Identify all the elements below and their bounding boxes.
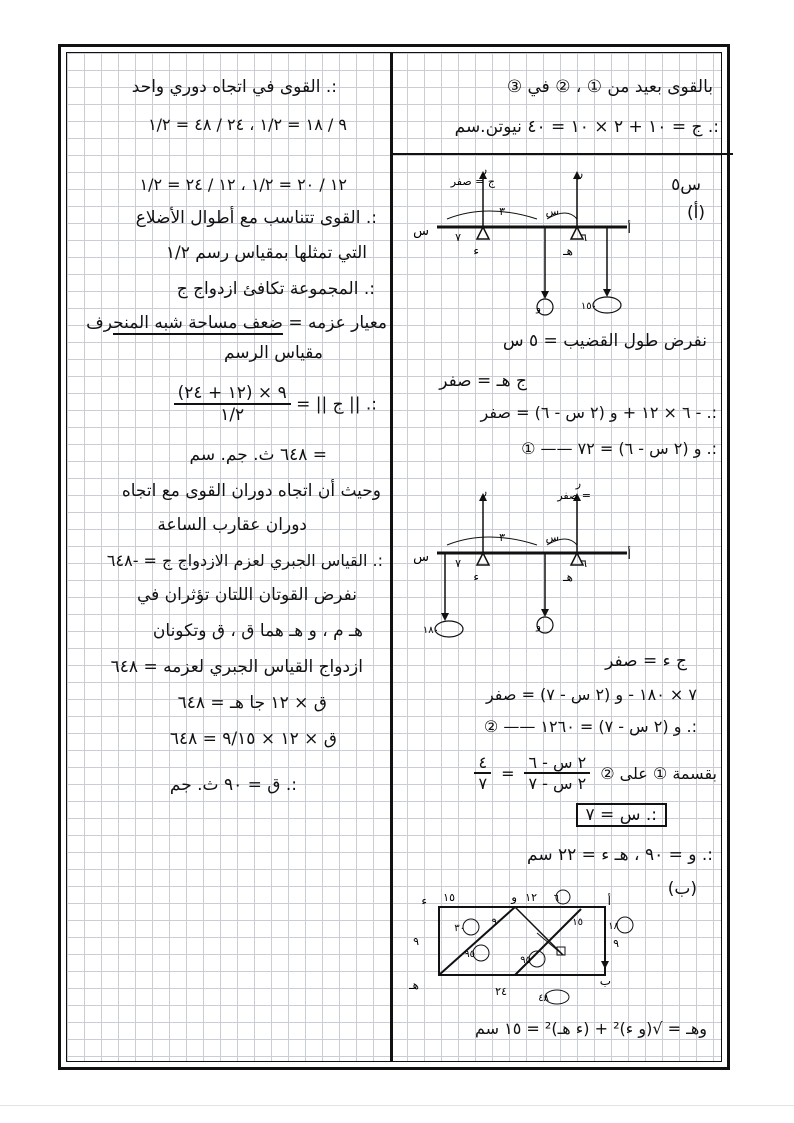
reaction-label: ر [577, 167, 583, 180]
lhs-fraction [524, 753, 590, 793]
column-divider [390, 53, 393, 1061]
text-line: :. القوى تتناسب مع أطوال الأضلاع [135, 208, 377, 228]
weight-label: و [536, 303, 541, 314]
vertex-label: أ [607, 894, 611, 908]
fraction-num: ٤ [474, 753, 491, 774]
force-label: ٦ [553, 893, 559, 904]
rectangle-diagram [407, 885, 647, 1005]
vertex-label: هـ [409, 978, 419, 992]
text-line: وهـ = √(و ء)² + (ء هـ)² = ١٥ سم [475, 1019, 707, 1038]
force-label: ٤٨ [538, 993, 549, 1004]
vertex-label: ء [421, 894, 427, 908]
text-line: وحيث أن اتجاه دوران القوى مع اتجاه [121, 481, 381, 501]
fraction-num: ٩ × (١٢ + ٢٤) [174, 383, 291, 405]
text-line: التي تمثلها بمقياس رسم ١/٢ [165, 243, 367, 263]
fraction-num: ٢ س - ٦ [524, 753, 590, 774]
length-label: ٩ [491, 917, 497, 928]
part-label: (أ) [687, 203, 705, 223]
text-line: ج هـ = صفر [439, 371, 527, 391]
text-line: ق × ١٢ × ٩/١٥ = ٦٤٨ [169, 729, 337, 749]
force-label: ٣٠ [454, 923, 465, 934]
text-line: دوران عقارب الساعة [157, 515, 307, 535]
point-label: ء [473, 570, 479, 584]
text-line: ج ء = صفر [605, 651, 687, 671]
length-label: ١٥ [572, 917, 583, 928]
text-line: ق × ١٢ جا هـ = ٦٤٨ [177, 693, 327, 713]
text-line: :. و = ٩٠ ، هـ ء = ٢٢ سم [527, 845, 713, 865]
fraction-den: ٢ س - ٧ [528, 774, 587, 794]
length-label: ١٥ [443, 891, 455, 904]
part-label: (ب) [667, 879, 697, 899]
distance-label: ٧ [455, 557, 461, 570]
division-label: بقسمة ① على ② [600, 763, 717, 783]
force-label: ١٨ [608, 921, 619, 932]
weight-label: و [536, 621, 541, 632]
reaction-label: ر [481, 485, 487, 498]
length-label: ٢٤ [495, 985, 507, 998]
point-label: أ [627, 548, 631, 563]
vertex-label: ب [599, 974, 611, 988]
text-line: :. القياس الجبري لعزم الازدواج ج = -٦٤٨ [106, 551, 383, 570]
fraction-line [69, 313, 387, 335]
fraction-numerator: ضعف مساحة شبه المنحرف [113, 313, 283, 335]
distance-label: ٧ [455, 231, 461, 244]
fraction-denominator: مقياس الرسم [223, 343, 323, 363]
question-label: س٥ [671, 175, 701, 195]
distance-label: ٣ [499, 205, 505, 218]
text-line: ازدواج القياس الجبري لعزمه = ٦٤٨ [110, 657, 363, 677]
text-line: بالقوى بعيد من ① ، ② في ③ [506, 77, 713, 97]
text-line: :. و (٢ س - ٦) = ٧٢ —— ① [521, 439, 717, 458]
result-box: :. س = ٧ [576, 803, 667, 827]
moment-expression [174, 383, 377, 426]
point-label: س [413, 550, 429, 565]
weight-label: ١٥٠ [580, 301, 597, 312]
text-line: :. و (٢ س - ٧) = ١٢٦٠ —— ② [483, 717, 697, 736]
fraction-den: ٧ [478, 774, 488, 794]
point-label: ء [473, 244, 479, 258]
right-column [397, 53, 727, 1061]
text-line: :. المجموعة تكافئ ازدواج ج [176, 279, 375, 299]
weight-label: ١٨٠ [422, 625, 439, 636]
boxed-result [576, 805, 667, 825]
fraction-den: ١/٢ [220, 405, 245, 426]
ratio-line: ١٢ / ٢٠ = ١/٢ ، ١٢ / ٢٤ = ١/٢ [139, 175, 347, 194]
ratio-line: ٩ / ١٨ = ١/٢ ، ٢٤ / ٤٨ = ١/٢ [148, 115, 347, 134]
moment-fraction [174, 383, 291, 426]
page-footer-line [0, 1105, 794, 1106]
equals-sign: = [501, 763, 515, 783]
text-line: :. ق = ٩٠ ث. جم [169, 775, 297, 795]
vertex-label: و [511, 890, 517, 904]
distance-label: ٦ [581, 557, 587, 570]
answer-sheet [58, 44, 730, 1070]
division-line [474, 753, 717, 793]
text-line: نفرض طول القضيب = ٥ س [502, 331, 707, 351]
force-label: ٩٥ [520, 955, 531, 966]
point-label: هـ [563, 570, 573, 584]
rod-diagram-2 [413, 471, 647, 641]
text-line: :. القوى في اتجاه دوري واحد [131, 77, 337, 97]
section-rule [391, 153, 733, 155]
point-label: هـ [563, 244, 573, 258]
left-column [67, 53, 387, 1061]
text-line: هـ م ، و هـ هما ق ، ق وتكونان [152, 621, 363, 641]
force-label: ٩٥ [464, 949, 475, 960]
distance-label: س [545, 205, 559, 218]
moment-prefix: :. || ج || = [296, 394, 377, 415]
text-line: ٧ × ١٨٠ - و (٢ س - ٧) = صفر [485, 685, 697, 704]
reaction-label: ر [481, 163, 487, 176]
text-line: نفرض القوتان اللتان تؤثران في [136, 585, 357, 605]
rhs-fraction [474, 753, 491, 793]
moment-label: معيار عزمه = [288, 313, 387, 333]
rod-diagram-1 [413, 163, 647, 314]
length-label: ٩ [613, 937, 619, 950]
length-label: ٩ [413, 935, 419, 948]
length-label: ١٢ [525, 891, 537, 904]
text-line: :. ج = ١٠ + ٢ × ١٠ = ٤٠ نيوتن.سم [454, 117, 719, 137]
point-label: أ [627, 222, 631, 237]
reaction-label: ج = صفر [450, 175, 495, 188]
distance-label: ٦ [581, 231, 587, 244]
text-line: :. - ٦ × ١٢ + و (٢ س - ٦) = صفر [480, 403, 717, 422]
point-label: س [413, 224, 429, 239]
reaction-label: = صفر [557, 489, 591, 502]
text-line: = ٦٤٨ ث. جم. سم [189, 445, 327, 465]
distance-label: س [545, 531, 559, 544]
distance-label: ٣ [499, 531, 505, 544]
reaction-label: ر [575, 477, 581, 490]
grid-paper [66, 52, 722, 1062]
